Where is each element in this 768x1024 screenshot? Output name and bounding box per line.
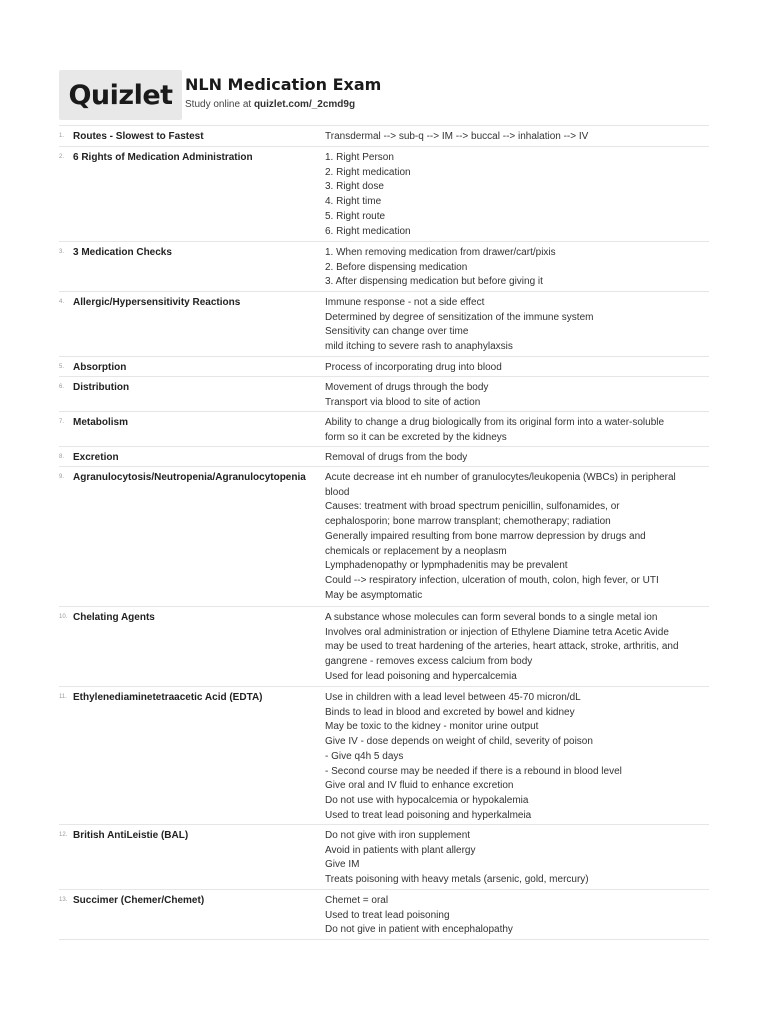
definition-line: Give IM xyxy=(325,859,360,871)
flashcard-row xyxy=(59,242,709,292)
definition xyxy=(325,691,709,823)
definition-line: - Give q4h 5 days xyxy=(325,750,404,762)
row-number: 13. xyxy=(59,897,68,903)
definition xyxy=(325,151,709,239)
definition-line: form so it can be excreted by the kidneys xyxy=(325,431,507,443)
definition-line: Use in children with a lead level between 45-70 micron/dL xyxy=(325,692,581,703)
definition-line: A substance whose molecules can form several bonds to a single metal ion xyxy=(325,612,658,623)
study-online-line xyxy=(185,99,355,110)
flashcard-row xyxy=(59,825,709,890)
flashcard-list xyxy=(59,125,709,940)
definition xyxy=(325,451,709,466)
logo-text: Quizlet xyxy=(68,79,173,111)
row-number: 11. xyxy=(59,694,67,700)
definition-line: May be asymptomatic xyxy=(325,589,423,601)
row-number: 5. xyxy=(59,364,65,370)
flashcard-row xyxy=(59,467,709,607)
flashcard-row xyxy=(59,447,709,467)
term: Excretion xyxy=(73,452,119,463)
term: Succimer (Chemer/Chemet) xyxy=(73,895,205,906)
row-number: 7. xyxy=(59,419,65,425)
definition-line: Do not give with iron supplement xyxy=(325,830,471,841)
study-prefix: Study online at xyxy=(185,99,254,110)
definition-line: gangrene - removes excess calcium from body xyxy=(325,656,533,668)
term: Absorption xyxy=(73,362,127,373)
definition xyxy=(325,611,709,685)
definition-line: mild itching to severe rash to anaphylaxsis xyxy=(325,341,513,353)
definition xyxy=(325,361,709,376)
definition-line: May be toxic to the kidney - monitor urine output xyxy=(325,721,539,733)
row-number: 4. xyxy=(59,299,65,305)
definition-line: - Second course may be needed if there is a rebound in blood level xyxy=(325,765,622,777)
study-link[interactable]: quizlet.com/_2cmd9g xyxy=(253,99,356,110)
definition-line: Used to treat lead poisoning and hyperkalmeia xyxy=(325,809,532,821)
definition-line: Treats poisoning with heavy metals (arsenic, gold, mercury) xyxy=(325,874,589,886)
definition-line: 6. Right medication xyxy=(325,225,411,237)
quizlet-logo[interactable] xyxy=(59,70,182,120)
document-header xyxy=(59,70,709,120)
term: Routes - Slowest to Fastest xyxy=(73,131,204,142)
definition xyxy=(325,296,709,355)
definition-line: Involves oral administration or injection of Ethylene Diamine tetra Acetic Avide xyxy=(325,626,669,638)
definition-line: Acute decrease int eh number of granulocytes/leukopenia (WBCs) in peripheral xyxy=(325,472,676,483)
definition-line: Do not give in patient with encephalopathy xyxy=(325,924,513,936)
flashcard-row xyxy=(59,607,709,687)
definition-line: Movement of drugs through the body xyxy=(325,382,489,393)
term: Distribution xyxy=(73,382,130,393)
flashcard-row xyxy=(59,687,709,825)
term: Agranulocytosis/Neutropenia/Agranulocytopenia xyxy=(73,472,306,483)
definition-line: Used for lead poisoning and hypercalcemia xyxy=(325,670,517,682)
definition-line: Could --> respiratory infection, ulceration of mouth, colon, high fever, or UTI xyxy=(325,574,659,586)
page-title: NLN Medication Exam xyxy=(185,75,382,94)
flashcard-row xyxy=(59,377,709,412)
definition-line: 3. After dispensing medication but before giving it xyxy=(325,276,543,288)
row-number: 2. xyxy=(59,154,65,160)
definition-line: Causes: treatment with broad spectrum penicillin, sulfonamides, or xyxy=(325,501,620,513)
term: 3 Medication Checks xyxy=(73,247,172,258)
definition xyxy=(325,381,709,410)
row-number: 1. xyxy=(59,133,65,139)
definition-line: Generally impaired resulting from bone marrow depression by drugs and xyxy=(325,530,646,542)
definition-line: 3. Right dose xyxy=(325,181,384,193)
definition-line: blood xyxy=(325,486,350,498)
definition-line: Chemet = oral xyxy=(325,895,389,906)
definition-line: Avoid in patients with plant allergy xyxy=(325,844,476,856)
term: Allergic/Hypersensitivity Reactions xyxy=(73,297,241,308)
definition-line: Do not use with hypocalcemia or hypokalemia xyxy=(325,794,529,806)
row-number: 8. xyxy=(59,454,65,460)
definition-line: Lymphadenopathy or lypmphadenitis may be prevalent xyxy=(325,560,568,572)
definition-line: Process of incorporating drug into blood xyxy=(325,362,502,373)
definition-line: Give IV - dose depends on weight of child, severity of poison xyxy=(325,736,593,748)
definition-line: Transport via blood to site of action xyxy=(325,396,481,408)
row-number: 12. xyxy=(59,832,68,838)
definition-line: Removal of drugs from the body xyxy=(325,452,468,463)
definition-line: Transdermal --> sub-q --> IM --> buccal --> inhalation --> IV xyxy=(325,131,589,142)
term: Metabolism xyxy=(73,417,129,428)
definition-line: chemicals or replacement by a neoplasm xyxy=(325,545,507,557)
definition-line: Binds to lead in blood and excreted by bowel and kidney xyxy=(325,706,575,718)
flashcard-row xyxy=(59,890,709,940)
row-number: 9. xyxy=(59,474,65,480)
term: Ethylenediaminetetraacetic Acid (EDTA) xyxy=(73,692,263,703)
definition xyxy=(325,246,709,290)
definition-line: Sensitivity can change over time xyxy=(325,326,469,338)
flashcard-row xyxy=(59,292,709,357)
definition xyxy=(325,471,709,603)
flashcard-row xyxy=(59,412,709,447)
definition-line: Give oral and IV fluid to enhance excretion xyxy=(325,780,514,792)
term: 6 Rights of Medication Administration xyxy=(73,152,253,163)
definition xyxy=(325,894,709,938)
row-number: 6. xyxy=(59,384,65,390)
flashcard-row xyxy=(59,147,709,242)
flashcard-row xyxy=(59,357,709,377)
definition-line: Determined by degree of sensitization of the immune system xyxy=(325,311,594,323)
definition-line: may be used to treat hardening of the arteries, heart attack, stroke, arthritis, and xyxy=(325,641,679,653)
definition-line: 1. Right Person xyxy=(325,152,394,163)
definition-line: 5. Right route xyxy=(325,210,386,222)
definition-line: Ability to change a drug biologically from its original form into a water-soluble xyxy=(325,417,665,428)
definition-line: Immune response - not a side effect xyxy=(325,297,485,308)
definition xyxy=(325,416,709,445)
definition-line: 1. When removing medication from drawer/cart/pixis xyxy=(325,247,556,258)
row-number: 10. xyxy=(59,614,68,620)
definition-line: cephalosporin; bone marrow transplant; chemotherapy; radiation xyxy=(325,516,611,528)
flashcard-row xyxy=(59,125,709,147)
definition-line: Used to treat lead poisoning xyxy=(325,909,450,921)
definition-line: 4. Right time xyxy=(325,196,382,208)
definition xyxy=(325,130,709,145)
definition xyxy=(325,829,709,888)
term: British AntiLeistie (BAL) xyxy=(73,830,189,841)
row-number: 3. xyxy=(59,249,65,255)
definition-line: 2. Right medication xyxy=(325,166,411,178)
term: Chelating Agents xyxy=(73,612,155,623)
definition-line: 2. Before dispensing medication xyxy=(325,261,468,273)
